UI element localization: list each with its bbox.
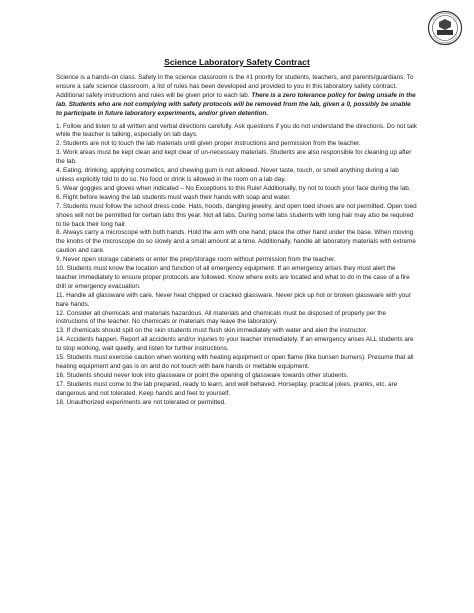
rule-item: 7. Students must follow the school dress code. Hats, hoods, dangling jewelry, and open toed shoes are not permitted. Open toed shoes will not be permitted for certain labs this year. Not all labs. During some labs students with long hair may also be required to tie back their long hair. <box>56 202 417 228</box>
rule-item: 15. Students must exercise caution when working with heating equipment or open flame (like bunsen burners). Presume that all heating equipment and gas is on and do not touch with bare hands or meltable equipment. <box>56 354 414 370</box>
rule-item: 9. Never open storage cabinets or enter the prep/storage room without permission from the teacher. <box>56 256 336 264</box>
rules-list <box>56 123 418 408</box>
rule-item: 10. Students must know the location and function of all emergency equipment. If an emergency arises they must alert the teacher immediately to ensure proper protocols are followed. Know where exits are located and what to do in the case of a fire drill or emergency evacuation. <box>56 265 410 290</box>
rule-item: 3. Work areas must be kept clean and kept clear of un-necessary materials. Students are also responsible for cleaning up after the lab. <box>56 149 412 166</box>
seal-logo-icon <box>427 10 463 46</box>
rule-item: 4. Eating, drinking, applying cosmetics, and chewing gum is not allowed. Never taste, touch, or smell anything during a lab unless explicitly told to do so. No food or drink is allowed in the room on a lab day. <box>56 167 399 183</box>
page-title: Science Laboratory Safety Contract <box>164 57 310 67</box>
contract-body <box>56 74 418 408</box>
rule-item: 16. Students should never look into glassware or point the opening of glassware towards other students. <box>56 371 349 379</box>
rule-item: 17. Students must come to the lab prepared, ready to learn, and well behaved. Horseplay, practical jokes, pranks, etc. are dangerous and not tolerated. Keep hands and feet to yourself. <box>56 380 398 397</box>
rule-item: 14. Accidents happen. Report all accidents and/or injuries to your teacher immediately. If an emergency arises ALL students are to stop working, wait quietly, and listen for further instructions. <box>56 336 414 353</box>
rule-item: 8. Always carry a microscope with both hands. Hold the arm with one hand; place the other hand under the base. When moving the knobs of the microscope do so slowly and a small amount at a time. Additionally, handle all laboratory materials with extreme caution and care. <box>56 229 416 255</box>
rule-item: 6. Right before leaving the lab students must wash their hands with soap and water. <box>56 193 291 201</box>
intro-paragraph <box>56 74 418 119</box>
intro-text: Science is a hands-on class. Safety in the science classroom is the #1 priority for students, teachers, and parents/guardians. To ensure a safe science classroom, a list of rules has been developed and provided to you in this laboratory safety contract. Additional safety instructions and rules will be given prior to each lab. <box>56 74 414 99</box>
rule-item: 11. Handle all glassware with care. Never heat chipped or cracked glassware. Never pick up hot or broken glassware with your bare hands. <box>56 291 411 308</box>
rule-item: 5. Wear goggles and gloves when indicated – No Exceptions to this Rule! Additionally, try not to touch your face during the lab. <box>56 184 411 192</box>
rule-item: 1. Follow and listen to all written and verbal directions carefully. Ask questions if you do not understand the directions. Do not talk while the teacher is talking, especially on lab days. <box>56 122 417 139</box>
rule-item: 13. If chemicals should spill on the skin students must flush skin immediately with water and alert the instructor. <box>56 327 368 335</box>
rule-item: 12. Consider all chemicals and materials hazardous. All materials and chemicals must be disposed of properly per the instructions of the teacher. No chemicals or materials may leave the laboratory. <box>56 309 387 326</box>
rule-item: 18. Unauthorized experiments are not tolerated or permitted. <box>56 398 226 406</box>
zero-tolerance-warning: There is a zero tolerance policy for being unsafe in the lab. Students who are not complying with safety protocols will be removed from the lab, given a 0, possibly be unable to participate in future laboratory experiments, and/or given detention. <box>56 91 416 117</box>
rule-item: 2. Students are not to touch the lab materials until given proper instructions and permission from the teacher. <box>56 140 361 148</box>
